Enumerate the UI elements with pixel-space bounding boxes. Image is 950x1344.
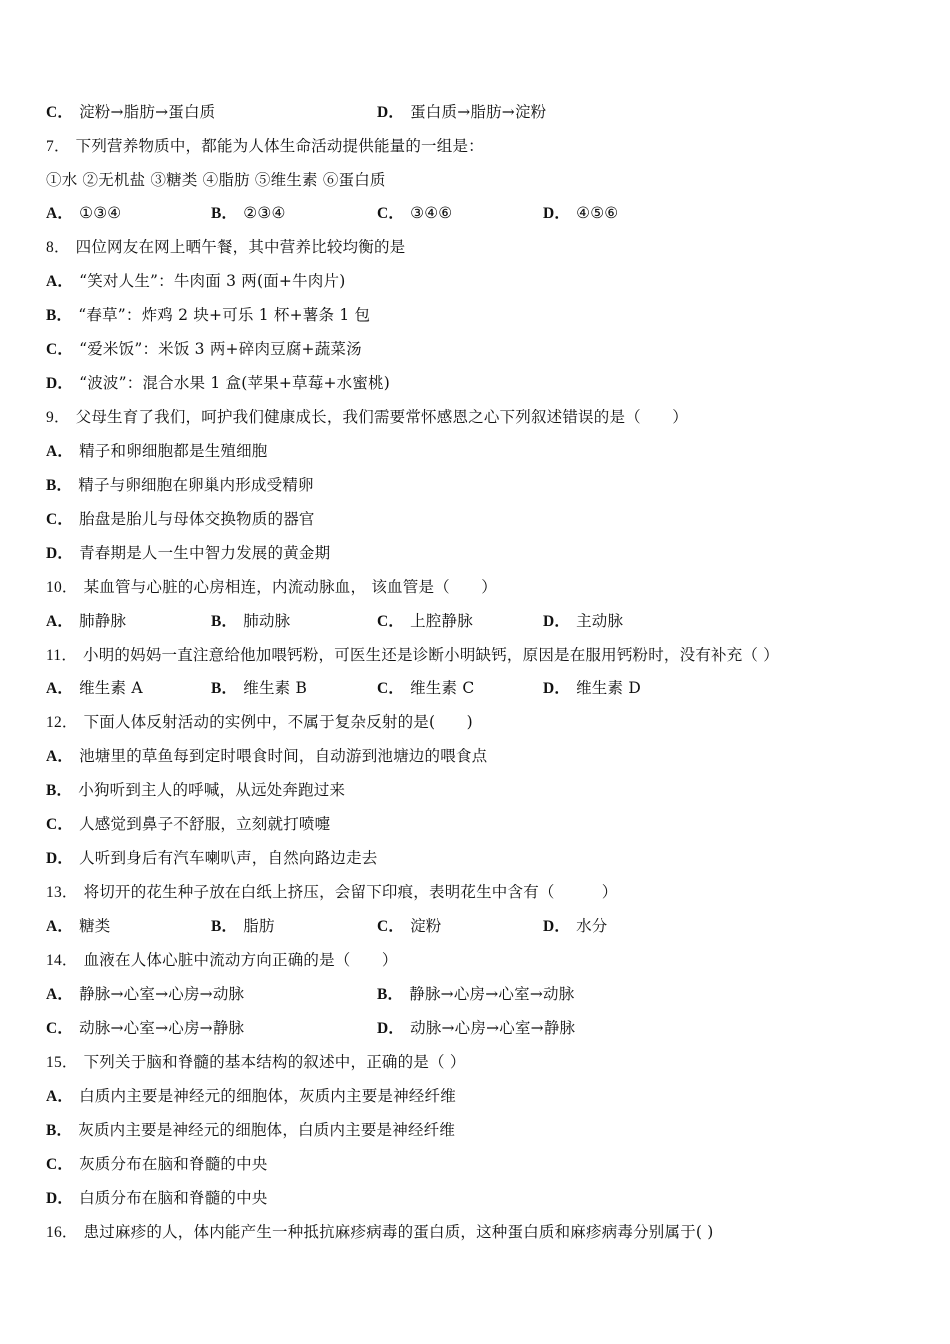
option-text: 维生素 D — [576, 679, 641, 697]
option-text: 白质内主要是神经元的细胞体，灰质内主要是神经纤维 — [79, 1087, 456, 1105]
question-text: 将切开的花生种子放在白纸上挤压，会留下印痕，表明花生中含有（ ） — [83, 883, 618, 901]
option-text: 主动脉 — [576, 612, 624, 630]
question-text: 下列关于脑和脊髓的基本结构的叙述中，正确的是（ ） — [83, 1053, 466, 1071]
option-text: 小狗听到主人的呼喊，从远处奔跑过来 — [78, 781, 346, 799]
option-letter: D． — [46, 850, 74, 867]
question-12-stem — [46, 710, 473, 734]
question-number: 16． — [46, 1224, 78, 1241]
q6-option-d — [377, 100, 546, 124]
q11-option-d — [543, 676, 641, 700]
question-text: 四位网友在网上晒午餐，其中营养比较均衡的是 — [75, 238, 406, 256]
q12-option-b — [46, 778, 345, 802]
question-16-stem — [46, 1220, 714, 1244]
question-items-text: ①水 ②无机盐 ③糖类 ④脂肪 ⑤维生素 ⑥蛋白质 — [46, 171, 386, 189]
option-letter: A． — [46, 205, 74, 222]
option-letter: D． — [46, 375, 74, 392]
option-text: ②③④ — [243, 204, 286, 222]
option-text: 动脉→心房→心室→静脉 — [410, 1019, 576, 1037]
option-text: 水分 — [576, 917, 608, 935]
option-letter: C． — [46, 1156, 74, 1173]
q8-option-d — [46, 371, 390, 395]
q7-option-d — [543, 201, 618, 225]
option-letter: D． — [543, 918, 571, 935]
q15-option-c — [46, 1152, 268, 1176]
question-15-stem — [46, 1050, 466, 1074]
q12-option-d — [46, 846, 377, 870]
option-letter: C． — [377, 680, 405, 697]
q9-option-b — [46, 473, 314, 497]
q14-option-c — [46, 1016, 244, 1040]
q7-option-b — [211, 201, 286, 225]
q7-option-a — [46, 201, 121, 225]
option-letter: D． — [543, 613, 571, 630]
option-letter: C． — [46, 1020, 74, 1037]
option-letter: C． — [46, 816, 74, 833]
q14-option-b — [377, 982, 574, 1006]
option-text: 灰质分布在脑和脊髓的中央 — [79, 1155, 268, 1173]
option-letter: C． — [377, 205, 405, 222]
option-letter: C． — [377, 918, 405, 935]
option-text: 静脉→心室→心房→动脉 — [79, 985, 245, 1003]
option-text: 淀粉→脂肪→蛋白质 — [79, 103, 216, 121]
question-9-stem — [46, 405, 688, 429]
q11-option-c — [377, 676, 474, 700]
option-letter: A． — [46, 986, 74, 1003]
q12-option-c — [46, 812, 330, 836]
question-number: 7． — [46, 138, 70, 155]
option-text: 动脉→心室→心房→静脉 — [79, 1019, 245, 1037]
option-letter: D． — [46, 1190, 74, 1207]
option-letter: A． — [46, 1088, 74, 1105]
q11-option-b — [211, 676, 307, 700]
option-letter: B． — [46, 477, 73, 494]
option-text: ④⑤⑥ — [576, 204, 619, 222]
option-letter: B． — [211, 613, 238, 630]
option-text: 人听到身后有汽车喇叭声，自然向路边走去 — [79, 849, 378, 867]
question-text: 下面人体反射活动的实例中，不属于复杂反射的是( ) — [83, 713, 473, 731]
q15-option-a — [46, 1084, 456, 1108]
question-text: 血液在人体心脏中流动方向正确的是（ ） — [83, 951, 398, 969]
option-text: ③④⑥ — [410, 204, 453, 222]
option-letter: D． — [543, 205, 571, 222]
question-number: 15． — [46, 1054, 78, 1071]
option-text: 灰质内主要是神经元的细胞体，白质内主要是神经纤维 — [78, 1121, 456, 1139]
q11-option-a — [46, 676, 143, 700]
q14-option-d — [377, 1016, 575, 1040]
option-letter: D． — [377, 104, 405, 121]
option-text: 上腔静脉 — [410, 612, 473, 630]
question-number: 8． — [46, 239, 70, 256]
question-11-stem — [46, 643, 779, 667]
option-letter: B． — [211, 205, 238, 222]
option-letter: D． — [377, 1020, 405, 1037]
option-text: 精子与卵细胞在卵巢内形成受精卵 — [78, 476, 314, 494]
q9-option-a — [46, 439, 268, 463]
q7-option-c — [377, 201, 452, 225]
option-text: 胎盘是胎儿与母体交换物质的器官 — [79, 510, 315, 528]
option-text: 肺静脉 — [79, 612, 127, 630]
option-text: 蛋白质→脂肪→淀粉 — [410, 103, 547, 121]
q10-option-a — [46, 609, 126, 633]
q13-option-a — [46, 914, 111, 938]
question-number: 10． — [46, 579, 78, 596]
option-text: “波波”：混合水果 1 盒(苹果+草莓+水蜜桃) — [79, 374, 391, 392]
option-letter: A． — [46, 680, 74, 697]
q10-option-d — [543, 609, 623, 633]
question-text: 某血管与心脏的心房相连，内流动脉血， 该血管是（ ） — [83, 578, 497, 596]
question-number: 12． — [46, 714, 78, 731]
q13-option-c — [377, 914, 442, 938]
question-number: 11． — [46, 647, 78, 664]
q8-option-b — [46, 303, 370, 327]
q8-option-c — [46, 337, 362, 361]
option-letter: C． — [46, 511, 74, 528]
question-10-stem — [46, 575, 497, 599]
question-text: 患过麻疹的人，体内能产生一种抵抗麻疹病毒的蛋白质，这种蛋白质和麻疹病毒分别属于( ) — [83, 1223, 714, 1241]
q13-option-b — [211, 914, 275, 938]
option-letter: C． — [46, 104, 74, 121]
q10-option-c — [377, 609, 473, 633]
q15-option-b — [46, 1118, 455, 1142]
question-13-stem — [46, 880, 617, 904]
option-text: ①③④ — [79, 204, 122, 222]
q9-option-d — [46, 541, 330, 565]
option-letter: A． — [46, 443, 74, 460]
question-number: 9． — [46, 409, 70, 426]
option-letter: A． — [46, 273, 74, 290]
q15-option-d — [46, 1186, 268, 1210]
option-letter: A． — [46, 918, 74, 935]
option-letter: C． — [46, 341, 74, 358]
option-text: 维生素 A — [79, 679, 143, 697]
option-text: 维生素 C — [410, 679, 475, 697]
q14-option-a — [46, 982, 244, 1006]
option-letter: A． — [46, 748, 74, 765]
q9-option-c — [46, 507, 315, 531]
option-letter: B． — [46, 307, 73, 324]
option-text: “笑对人生”：牛肉面 3 两(面+牛肉片) — [79, 272, 346, 290]
option-text: 淀粉 — [410, 917, 442, 935]
q12-option-a — [46, 744, 487, 768]
option-letter: B． — [46, 1122, 73, 1139]
question-7-items — [46, 168, 386, 192]
option-text: 脂肪 — [243, 917, 275, 935]
option-letter: B． — [211, 680, 238, 697]
q6-option-c — [46, 100, 215, 124]
option-text: “爱米饭”：米饭 3 两+碎肉豆腐+蔬菜汤 — [79, 340, 362, 358]
option-letter: D． — [543, 680, 571, 697]
q8-option-a — [46, 269, 345, 293]
question-text: 下列营养物质中，都能为人体生命活动提供能量的一组是： — [75, 137, 484, 155]
q10-option-b — [211, 609, 290, 633]
option-text: “春草”：炸鸡 2 块+可乐 1 杯+薯条 1 包 — [78, 306, 371, 324]
option-text: 糖类 — [79, 917, 111, 935]
question-8-stem — [46, 235, 405, 259]
q13-option-d — [543, 914, 608, 938]
question-number: 14． — [46, 952, 78, 969]
question-text: 父母生育了我们，呵护我们健康成长，我们需要常怀感恩之心下列叙述错误的是（ ） — [75, 408, 688, 426]
option-text: 人感觉到鼻子不舒服，立刻就打喷嚏 — [79, 815, 331, 833]
option-text: 肺动脉 — [243, 612, 291, 630]
question-7-stem — [46, 134, 484, 158]
option-letter: D． — [46, 545, 74, 562]
option-text: 池塘里的草鱼每到定时喂食时间，自动游到池塘边的喂食点 — [79, 747, 488, 765]
option-letter: C． — [377, 613, 405, 630]
option-text: 维生素 B — [243, 679, 308, 697]
option-text: 青春期是人一生中智力发展的黄金期 — [79, 544, 331, 562]
option-letter: B． — [377, 986, 404, 1003]
question-number: 13． — [46, 884, 78, 901]
option-letter: B． — [211, 918, 238, 935]
option-text: 静脉→心房→心室→动脉 — [409, 985, 575, 1003]
option-letter: A． — [46, 613, 74, 630]
question-14-stem — [46, 948, 398, 972]
option-letter: B． — [46, 782, 73, 799]
question-text: 小明的妈妈一直注意给他加喂钙粉，可医生还是诊断小明缺钙，原因是在服用钙粉时，没有补充（ ） — [83, 646, 779, 664]
option-text: 白质分布在脑和脊髓的中央 — [79, 1189, 268, 1207]
option-text: 精子和卵细胞都是生殖细胞 — [79, 442, 268, 460]
